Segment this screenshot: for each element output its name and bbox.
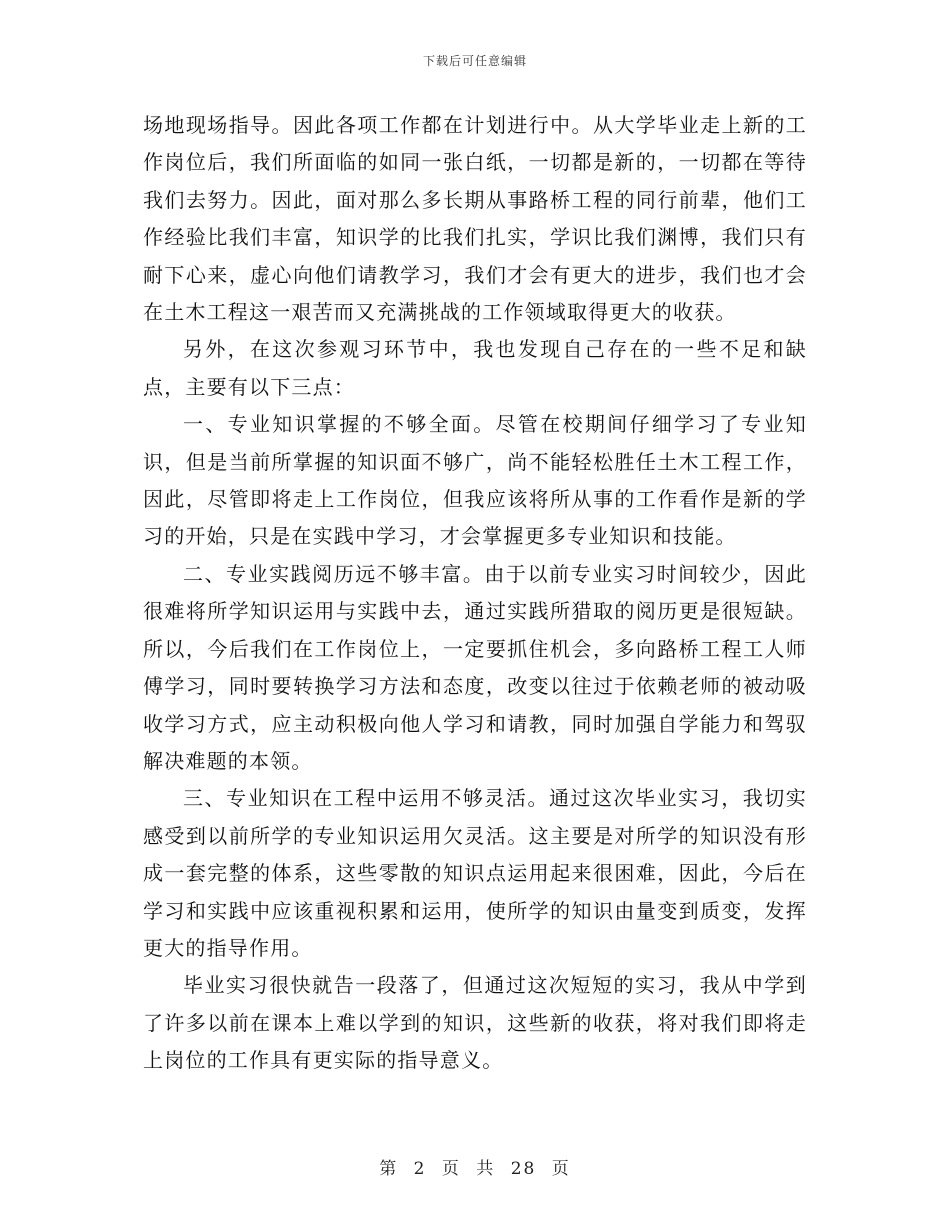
paragraph-continuation: 场地现场指导。因此各项工作都在计划进行中。从大学毕业走上新的工作岗位后，我们所面临的如同一张白纸，一切都是新的，一切都在等待我们去努力。因此，面对那么多长期从事路桥工程的同行前辈，他们工作经验比我们丰富，知识学的比我们扎实，学识比我们渊博，我们只有耐下心来，虚心向他们请教学习，我们才会有更大的进步，我们也才会在土木工程这一艰苦而又充满挑战的工作领域取得更大的收获。 [143, 113, 807, 325]
footer-total-pages: 28 [510, 1159, 537, 1179]
document-body [143, 107, 807, 1080]
paragraph-point-two: 二、专业实践阅历远不够丰富。由于以前专业实习时间较少，因此很难将所学知识运用与实践中去，通过实践所猎取的阅历更是很短缺。所以，今后我们在工作岗位上，一定要抓住机会，多向路桥工程工人师傅学习，同时要转换学习方法和态度，改变以往过于依赖老师的被动吸收学习方式，应主动积极向他人学习和请教，同时加强自学能力和驾驭解决难题的本领。 [143, 561, 807, 773]
footer-current-page: 2 [413, 1159, 427, 1179]
footer-prefix: 第 [379, 1159, 399, 1179]
paragraph-point-three: 三、专业知识在工程中运用不够灵活。通过这次毕业实习，我切实感受到以前所学的专业知识运用欠灵活。这主要是对所学的知识没有形成一套完整的体系，这些零散的知识点运用起来很困难，因此，今后在学习和实践中应该重视积累和运用，使所学的知识由量变到质变，发挥更大的指导作用。 [143, 786, 807, 960]
footer-total-word: 共 [476, 1159, 496, 1179]
paragraph-point-one: 一、专业知识掌握的不够全面。尽管在校期间仔细学习了专业知识，但是当前所掌握的知识面不够广，尚不能轻松胜任土木工程工作，因此，尽管即将走上工作岗位，但我应该将所从事的工作看作是新的学习的开始，只是在实践中学习，才会掌握更多专业知识和技能。 [143, 412, 807, 549]
page-number-footer [0, 1154, 950, 1179]
paragraph-conclusion: 毕业实习很快就告一段落了，但通过这次短短的实习，我从中学到了许多以前在课本上难以学到的知识，这些新的收获，将对我们即将走上岗位的工作具有更实际的指导意义。 [143, 973, 807, 1073]
paragraph-shortcomings-intro: 另外，在这次参观习环节中，我也发现自己存在的一些不足和缺点，主要有以下三点： [143, 337, 807, 399]
footer-suffix: 页 [551, 1159, 571, 1179]
footer-page-word: 页 [441, 1159, 461, 1179]
page-header-note: 下载后可任意编辑 [422, 54, 527, 68]
